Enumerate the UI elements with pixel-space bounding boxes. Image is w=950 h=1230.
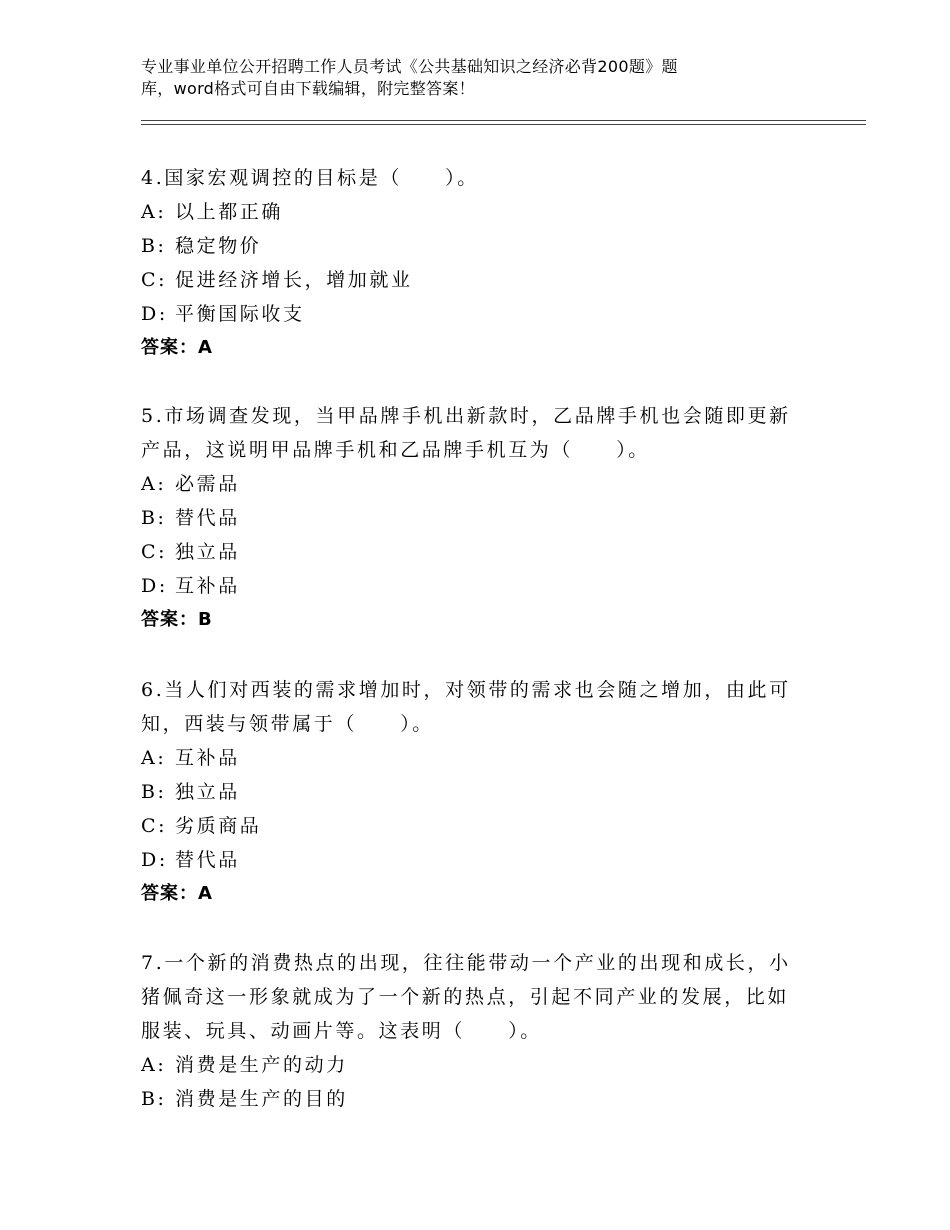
option-text: 替代品: [175, 849, 240, 871]
option-a: [141, 741, 801, 775]
option-text: 平衡国际收支: [175, 303, 305, 325]
question-stem-line-2: 知，西装与领带属于（ ）。: [141, 713, 434, 735]
question-6: [141, 673, 801, 911]
option-letter: D:: [141, 849, 168, 871]
option-c: [141, 809, 801, 843]
question-stem-line-2: 产品，这说明甲品牌手机和乙品牌手机互为（ ）。: [141, 439, 650, 461]
option-a: [141, 195, 801, 229]
option-text: 独立品: [175, 781, 240, 803]
question-stem-line-1: 7.一个新的消费热点的出现，往往能带动一个产业的出现和成长，小: [141, 952, 791, 974]
option-text: 独立品: [175, 541, 240, 563]
option-letter: B:: [141, 1088, 167, 1110]
answer-line: 答案：A: [141, 883, 213, 904]
option-text: 促进经济增长，增加就业: [175, 269, 413, 291]
option-text: 消费是生产的动力: [175, 1054, 348, 1076]
option-letter: D:: [141, 303, 168, 325]
question-stem: 4.国家宏观调控的目标是（ ）。: [141, 167, 479, 189]
header-title-line-1: 专业事业单位公开招聘工作人员考试《公共基础知识之经济必背200题》题: [141, 57, 678, 76]
option-b: [141, 1082, 801, 1116]
option-a: [141, 467, 801, 501]
option-letter: B:: [141, 235, 167, 257]
option-letter: C:: [141, 541, 168, 563]
option-d: [141, 843, 801, 877]
question-stem-line-3: 服装、玩具、动画片等。这表明（ ）。: [141, 1020, 542, 1042]
header-divider-bottom: [141, 124, 866, 125]
option-letter: B:: [141, 781, 167, 803]
question-7: [141, 946, 801, 1116]
option-text: 必需品: [175, 473, 240, 495]
option-letter: C:: [141, 815, 168, 837]
option-c: [141, 263, 801, 297]
option-letter: A:: [141, 747, 167, 769]
answer-line: 答案：B: [141, 609, 213, 630]
header-title-line-2: 库，word格式可自由下载编辑，附完整答案！: [141, 79, 475, 98]
option-letter: C:: [141, 269, 168, 291]
option-c: [141, 535, 801, 569]
option-text: 互补品: [175, 747, 240, 769]
document-header: [141, 56, 781, 100]
question-4: [141, 161, 801, 365]
option-letter: A:: [141, 473, 167, 495]
option-letter: A:: [141, 1054, 167, 1076]
option-text: 以上都正确: [175, 201, 284, 223]
option-a: [141, 1048, 801, 1082]
question-stem-line-1: 5.市场调查发现，当甲品牌手机出新款时，乙品牌手机也会随即更新: [141, 405, 791, 427]
header-divider-top: [141, 120, 866, 121]
option-d: [141, 297, 801, 331]
option-text: 劣质商品: [175, 815, 262, 837]
option-text: 替代品: [175, 507, 240, 529]
option-b: [141, 501, 801, 535]
option-text: 稳定物价: [175, 235, 262, 257]
option-d: [141, 569, 801, 603]
question-stem-line-1: 6.当人们对西装的需求增加时，对领带的需求也会随之增加，由此可: [141, 679, 791, 701]
option-text: 消费是生产的目的: [175, 1088, 348, 1110]
question-stem-line-2: 猪佩奇这一形象就成为了一个新的热点，引起不同产业的发展，比如: [141, 986, 790, 1008]
answer-line: 答案：A: [141, 337, 213, 358]
option-b: [141, 775, 801, 809]
option-letter: A:: [141, 201, 167, 223]
option-letter: B:: [141, 507, 167, 529]
option-text: 互补品: [175, 575, 240, 597]
option-letter: D:: [141, 575, 168, 597]
option-b: [141, 229, 801, 263]
question-5: [141, 399, 801, 637]
